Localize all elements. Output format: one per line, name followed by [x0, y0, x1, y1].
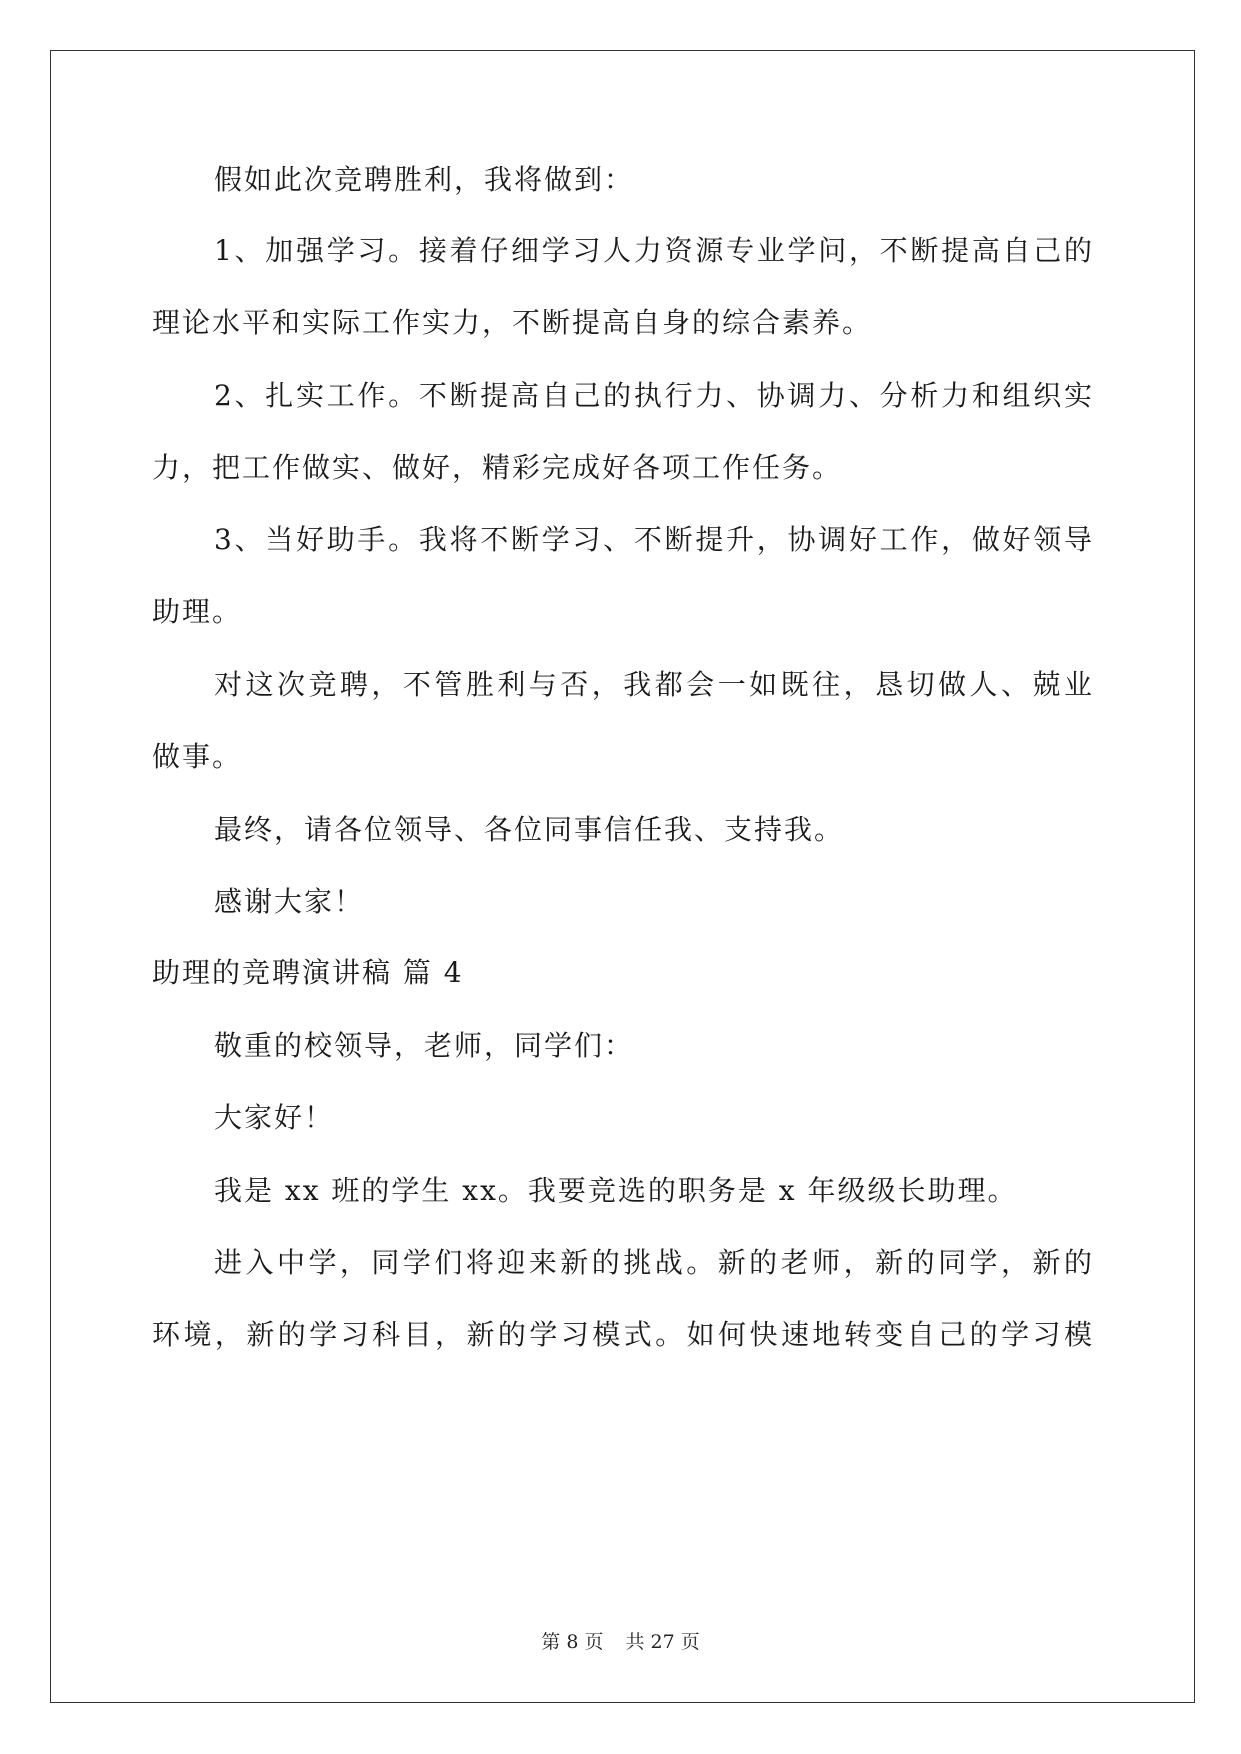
paragraph-line: 我是 xx 班的学生 xx。我要竞选的职务是 x 年级级长助理。 — [214, 1174, 1018, 1207]
paragraph-line: 3、当好助手。我将不断学习、不断提升，协调好工作，做好领导 — [214, 523, 1092, 556]
paragraph-line: 理论水平和实际工作实力，不断提高自身的综合素养。 — [152, 306, 873, 339]
paragraph-line: 进入中学，同学们将迎来新的挑战。新的老师，新的同学，新的 — [214, 1246, 1092, 1279]
paragraph-line: 助理。 — [152, 595, 243, 628]
paragraph-line: 2、扎实工作。不断提高自己的执行力、协调力、分析力和组织实 — [214, 379, 1092, 412]
greeting: 大家好！ — [214, 1101, 335, 1134]
paragraph-line: 环境，新的学习科目，新的学习模式。如何快速地转变自己的学习模 — [152, 1318, 1092, 1351]
paragraph-line: 对这次竞聘，不管胜利与否，我都会一如既往，恳切做人、兢业 — [214, 668, 1092, 701]
paragraph-line: 1、加强学习。接着仔细学习人力资源专业学问，不断提高自己的 — [214, 234, 1092, 267]
page-footer — [0, 1630, 1241, 1654]
page-border — [50, 50, 1195, 1703]
paragraph-line: 感谢大家！ — [214, 885, 365, 918]
paragraph-line: 假如此次竞聘胜利，我将做到： — [214, 163, 635, 196]
page-total: 共 27 页 — [625, 1631, 700, 1653]
page-number: 第 8 页 — [541, 1631, 604, 1653]
section-heading: 助理的竞聘演讲稿 篇 4 — [152, 956, 464, 989]
paragraph-line: 力，把工作做实、做好，精彩完成好各项工作任务。 — [152, 451, 843, 484]
paragraph-line: 做事。 — [152, 740, 243, 773]
paragraph-line: 最终，请各位领导、各位同事信任我、支持我。 — [214, 813, 845, 846]
salutation: 敬重的校领导，老师，同学们： — [214, 1029, 635, 1062]
